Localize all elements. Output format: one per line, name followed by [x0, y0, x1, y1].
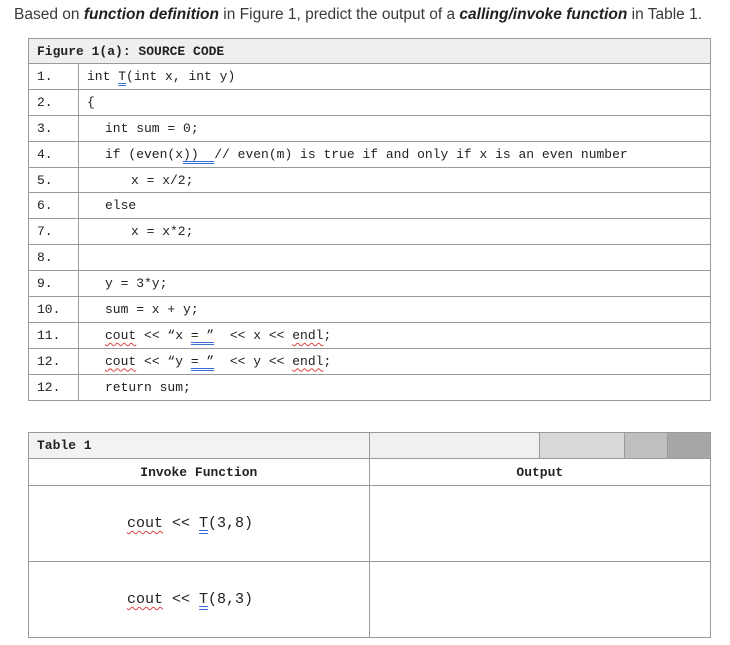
- code-row: [29, 271, 711, 297]
- table-row: [29, 486, 711, 562]
- source-code-table: [28, 38, 711, 401]
- code-line: cout << “y = ” << y << endl;: [79, 348, 711, 374]
- line-number: 7.: [29, 219, 79, 245]
- line-number: 9.: [29, 271, 79, 297]
- invoke-call: cout << T(8,3): [29, 562, 370, 638]
- code-row: [29, 348, 711, 374]
- table-1-title-row: [29, 433, 711, 459]
- figure-title: Figure 1(a): SOURCE CODE: [29, 39, 711, 64]
- shade-cell: [625, 433, 668, 459]
- code-line: sum = x + y;: [79, 297, 711, 323]
- line-number: 6.: [29, 193, 79, 219]
- line-number: 5.: [29, 167, 79, 193]
- shade-cell: [369, 433, 540, 459]
- code-row: [29, 245, 711, 271]
- code-line: cout << “x = ” << x << endl;: [79, 322, 711, 348]
- output-cell[interactable]: [369, 562, 710, 638]
- code-line: x = x*2;: [79, 219, 711, 245]
- output-cell[interactable]: [369, 486, 710, 562]
- line-number: 1.: [29, 64, 79, 90]
- code-row: [29, 115, 711, 141]
- figure-title-row: [29, 39, 711, 64]
- code-line: return sum;: [79, 374, 711, 400]
- line-number: 10.: [29, 297, 79, 323]
- line-number: 12.: [29, 348, 79, 374]
- code-line: x = x/2;: [79, 167, 711, 193]
- shade-cell: [540, 433, 625, 459]
- question-text: Based on function definition in Figure 1, predict the output of a calling/invoke function in Table 1.: [14, 6, 703, 23]
- code-row: [29, 297, 711, 323]
- code-line: else: [79, 193, 711, 219]
- table-1-title: Table 1: [29, 433, 370, 459]
- emphasis-calling-function: calling/invoke function: [459, 6, 628, 23]
- emphasis-function-definition: function definition: [83, 6, 219, 23]
- table-row: [29, 562, 711, 638]
- code-line: int T(int x, int y): [79, 64, 711, 90]
- code-row: [29, 167, 711, 193]
- line-number: 2.: [29, 89, 79, 115]
- code-line: {: [79, 89, 711, 115]
- invoke-call: cout << T(3,8): [29, 486, 370, 562]
- code-row: [29, 193, 711, 219]
- code-row: [29, 141, 711, 167]
- line-number: 3.: [29, 115, 79, 141]
- code-row: [29, 374, 711, 400]
- output-header: Output: [369, 459, 710, 486]
- table-1: [28, 432, 711, 638]
- line-number: 12.: [29, 374, 79, 400]
- code-line: y = 3*y;: [79, 271, 711, 297]
- invoke-function-header: Invoke Function: [29, 459, 370, 486]
- code-line: [79, 245, 711, 271]
- shade-cell: [668, 433, 711, 459]
- code-line: int sum = 0;: [79, 115, 711, 141]
- code-row: [29, 219, 711, 245]
- line-number: 8.: [29, 245, 79, 271]
- code-row: [29, 89, 711, 115]
- code-line: if (even(x)) // even(m) is true if and only if x is an even number: [79, 141, 711, 167]
- table-1-header-row: [29, 459, 711, 486]
- code-row: [29, 322, 711, 348]
- line-number: 11.: [29, 322, 79, 348]
- line-number: 4.: [29, 141, 79, 167]
- code-row: [29, 64, 711, 90]
